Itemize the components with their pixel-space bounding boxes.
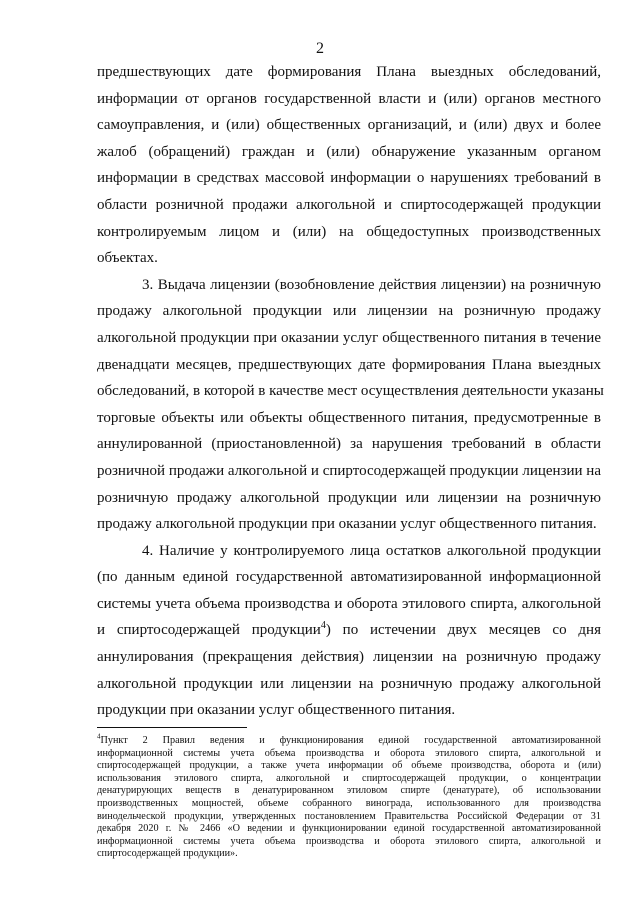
text-line: розничную продажу алкогольной продукции или лицензии на розничную <box>97 489 601 506</box>
text-line: аннулированной (приостановленной) за нарушения требований в области <box>97 436 601 453</box>
footnote-separator <box>97 727 247 728</box>
footnote-line: информационной системы учета объема производства и оборота этилового спирта, алкогольной и <box>97 835 601 847</box>
text-line: (по данным единой государственной автоматизированной информационной <box>97 569 601 586</box>
footnote <box>97 732 601 861</box>
text-line: 3. Выдача лицензии (возобновление действия лицензии) на розничную <box>142 276 601 293</box>
footnote-line-with-mark <box>97 732 601 748</box>
footnote-line: использования этилового спирта, алкогольной и спиртосодержащей продукции, о концентрации <box>97 772 601 784</box>
text-line: аннулирования (прекращения действия) лицензии на розничную продажу <box>97 649 601 666</box>
text-segment: ) по истечении двух месяцев со дня <box>325 622 601 639</box>
text-line: двенадцати месяцев, предшествующих дате формирования Плана выездных <box>97 356 601 373</box>
page-number: 2 <box>316 40 324 57</box>
footnote-line: денатурирующих веществ в денатурированном этиловом спирте (денатурате), об использовании <box>97 785 601 797</box>
text-line: системы учета объема производства и оборота этилового спирта, алкогольной <box>97 595 601 612</box>
text-line: области розничной продажи алкогольной и спиртосодержащей продукции <box>97 196 601 213</box>
text-line: розничной продажи алкогольной и спиртосодержащей продукции лицензии на <box>97 462 601 479</box>
text-line: алкогольной продукции при оказании услуг общественного питания в течение <box>97 329 601 346</box>
footnote-reference: 4 <box>320 620 326 632</box>
text-segment: Пункт 2 Правил ведения и функционирования единой государственной автоматизированной <box>100 735 601 746</box>
text-line: информации в средствах массовой информации о нарушениях требований в <box>97 170 601 187</box>
paragraph-item-4 <box>97 538 601 724</box>
text-line: самоуправления, и (или) общественных организаций, и (или) двух и более <box>97 117 601 134</box>
text-line: 4. Наличие у контролируемого лица остатков алкогольной продукции <box>142 542 601 559</box>
paragraph-item-3 <box>97 272 604 538</box>
body-text <box>97 59 604 724</box>
footnote-line: декабря 2020 г. № 2466 «О ведении и функционировании единой государственной автоматизированной <box>97 823 601 835</box>
text-line: продажу алкогольной продукции при оказании услуг общественного питания. <box>97 516 597 533</box>
text-line: продукции при оказании услуг общественного питания. <box>97 702 456 719</box>
text-line: алкогольной продукции или лицензии на розничную продажу алкогольной <box>97 675 601 692</box>
text-line: жалоб (обращений) граждан и (или) обнаружение указанным органом <box>97 143 601 160</box>
footnote-line: винодельческой продукции, утвержденных постановлением Правительства Российской Федерации от 31 <box>97 810 601 822</box>
footnote-line: производственных мощностей, объеме собранного винограда, использованного для производства <box>97 797 601 809</box>
text-line: объектах. <box>97 250 158 267</box>
paragraph-continuation <box>97 59 601 272</box>
text-line: предшествующих дате формирования Плана выездных обследований, <box>97 64 601 80</box>
text-line: торговые объекты или объекты общественного питания, предусмотренные в <box>97 409 601 426</box>
text-segment: и спиртосодержащей продукции <box>97 622 321 639</box>
text-line-with-footnote-ref <box>97 617 601 644</box>
footnote-line: спиртосодержащей продукции». <box>97 848 238 860</box>
text-line: продажу алкогольной продукции или лицензии на розничную продажу <box>97 303 601 320</box>
text-line: контролируемым лицом и (или) на общедоступных производственных <box>97 223 601 240</box>
footnote-mark: 4 <box>97 732 101 741</box>
text-line: информации от органов государственной власти и (или) органов местного <box>97 90 601 107</box>
footnote-line: информационной системы учета объема производства и оборота этилового спирта, алкогольной и <box>97 747 601 759</box>
text-line: обследований, в которой в качестве мест осуществления деятельности указаны <box>97 383 604 400</box>
footnote-line: спиртосодержащей продукции, а также учета информации об объеме производства, оборота и (или) <box>97 760 601 772</box>
